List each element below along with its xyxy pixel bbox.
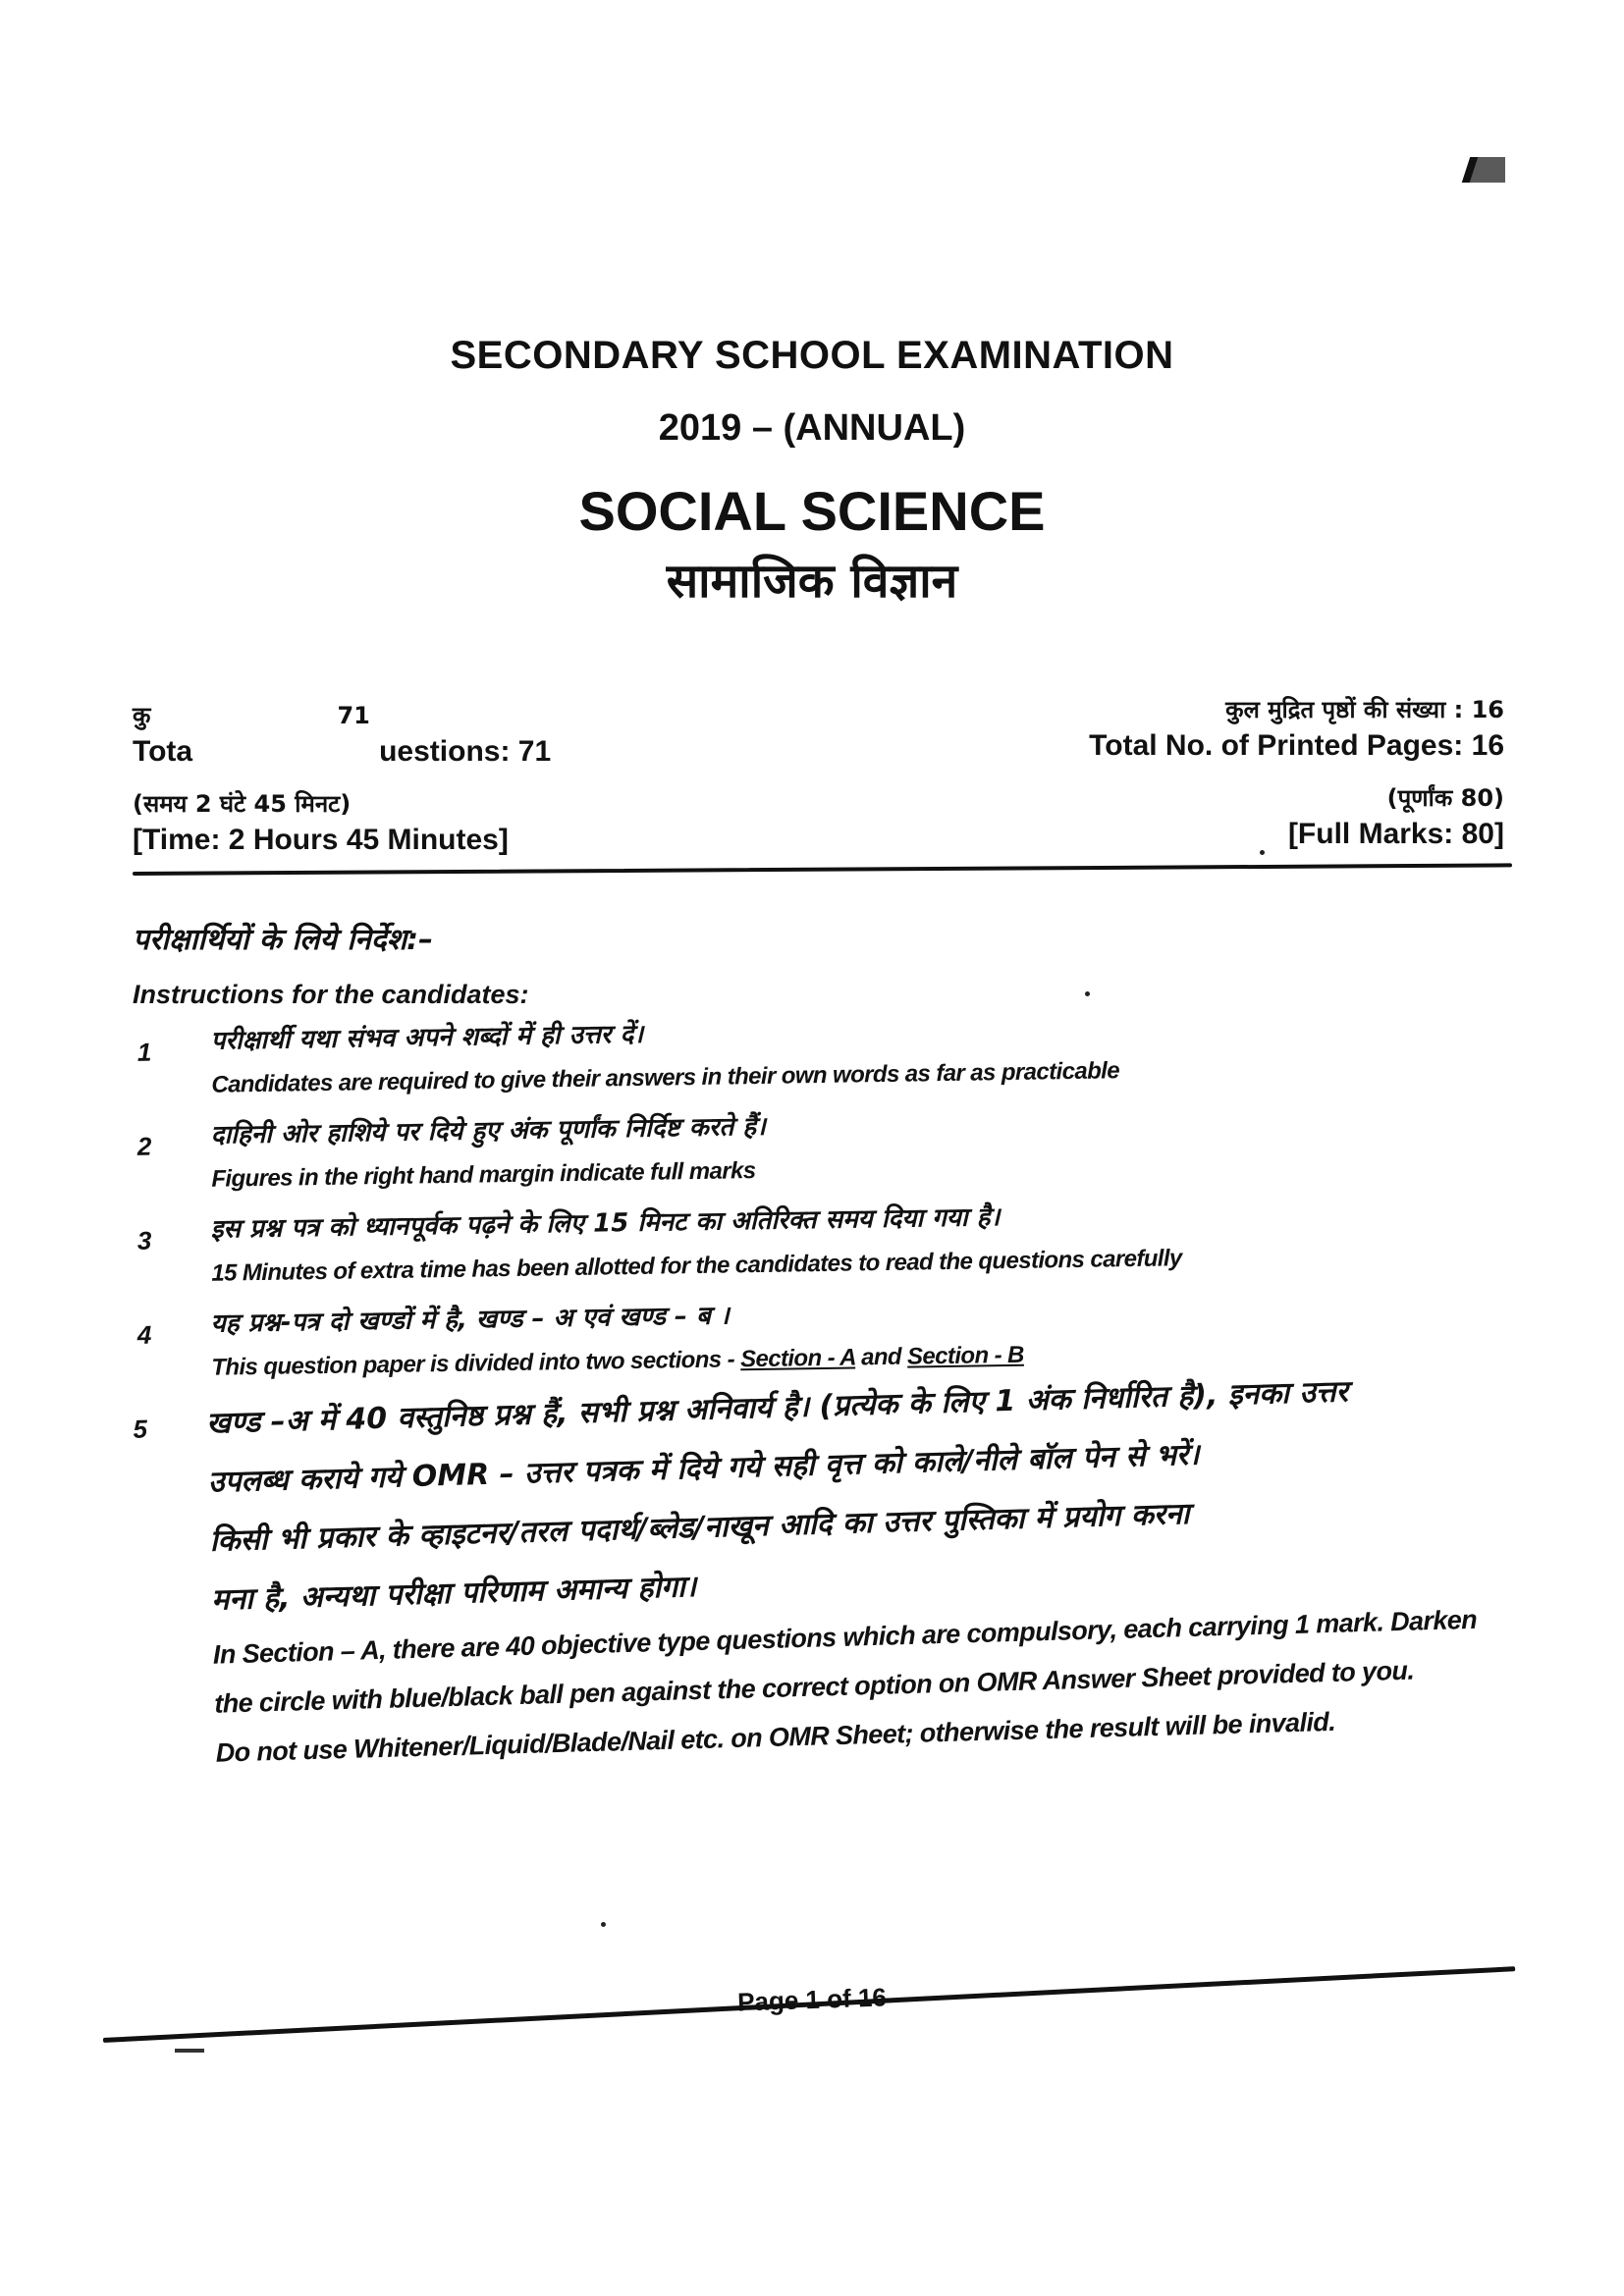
footer-mark [175, 2049, 204, 2053]
exam-year: 2019 – (ANNUAL) [658, 407, 966, 449]
instruction-text-hindi-line: खण्ड –अ में 40 वस्तुनिष्ठ प्रश्न हैं, सभी प्रश्न अनिवार्य है। (प्रत्येक के लिए 1 अंक निर्धारित है), इनका उत्तर [205, 1374, 1349, 1441]
instruction-text-hindi-line: किसी भी प्रकार के व्हाइटनर/तरल पदार्थ/ब्लेड/नाखून आदि का उत्तर पुस्तिका में प्रयोग करना [209, 1496, 1190, 1559]
instruction-text-english-line: Do not use Whitener/Liquid/Blade/Nail etc. on OMR Sheet; otherwise the result will be invalid. [215, 1706, 1336, 1768]
page-number: Page 1 of 16 [736, 1982, 888, 2017]
instructions-section [133, 918, 1527, 1786]
printed-pages-hindi: कुल मुद्रित पृष्ठों की संख्या : 16 [1225, 696, 1504, 723]
time-hindi: (समय 2 घंटे 45 मिनट) [133, 790, 352, 818]
instruction-number: 5 [133, 1414, 148, 1444]
instruction-item-2 [132, 1093, 1527, 1202]
total-questions-hindi-value: 71 [337, 702, 370, 729]
instruction-item-5 [128, 1358, 1532, 1779]
total-questions-hindi [133, 699, 551, 732]
instruction-text-english: Figures in the right hand margin indicate full marks [211, 1157, 756, 1193]
instruction-item-1 [132, 998, 1527, 1108]
scan-speck [1260, 850, 1265, 855]
instruction-text-english-line: the circle with blue/black ball pen against the correct option on OMR Answer Sheet provided to you. [213, 1655, 1415, 1719]
header-divider [133, 863, 1512, 876]
printed-pages-english: Total No. of Printed Pages: 16 [1089, 729, 1504, 762]
instruction-text-hindi-line: उपलब्ध कराये गये OMR – उत्तर पत्रक में दिये गये सही वृत्त को काले/नीले बॉल पेन से भरें। [207, 1437, 1201, 1500]
instruction-text-hindi: परीक्षार्थी यथा संभव अपने शब्दों में ही उत्तर दें। [210, 1019, 644, 1056]
total-questions-hindi-prefix: कु [133, 702, 151, 729]
subject-title-english: SOCIAL SCIENCE [578, 480, 1046, 542]
full-marks-english: [Full Marks: 80] [1287, 818, 1504, 850]
instructions-heading-hindi: परीक्षार्थियों के लिये निर्देश:– [133, 923, 434, 957]
section-a-label: Section - A [739, 1344, 856, 1373]
full-marks-hindi: (पूर्णांक 80) [1386, 784, 1504, 812]
instruction-number: 3 [136, 1225, 152, 1255]
section-b-label: Section - B [906, 1341, 1024, 1370]
scan-corner-mark [1470, 157, 1505, 183]
instruction-text-hindi: यह प्रश्न-पत्र दो खण्डों में है, खण्ड – अ एवं खण्ड – ब । [210, 1301, 730, 1339]
instruction-4-prefix: This question paper is divided into two sections - [211, 1346, 741, 1381]
instruction-text-english: 15 Minutes of extra time has been allotted for the candidates to read the questions carefully [211, 1245, 1182, 1287]
instruction-number: 1 [136, 1037, 152, 1067]
instruction-number: 4 [136, 1319, 152, 1350]
instructions-heading-english: Instructions for the candidates: [133, 980, 529, 1009]
total-questions-english-suffix: uestions: 71 [379, 735, 552, 768]
instruction-number: 2 [136, 1131, 152, 1161]
exam-title: SECONDARY SCHOOL EXAMINATION [450, 334, 1174, 377]
instruction-text-hindi: इस प्रश्न पत्र को ध्यानपूर्वक पढ़ने के लिए 15 मिनट का अतिरिक्त समय दिया गया है। [210, 1202, 1001, 1245]
subject-title-hindi: सामाजिक विज्ञान [666, 554, 958, 609]
instruction-text-english-line: In Section – A, there are 40 objective type questions which are compulsory, each carrying 1 mark. Darken [212, 1604, 1478, 1670]
time-english: [Time: 2 Hours 45 Minutes] [133, 824, 509, 856]
total-questions-english-prefix: Tota [133, 735, 193, 768]
scan-speck [1085, 991, 1090, 996]
instruction-text-hindi: दाहिनी ओर हाशिये पर दिये हुए अंक पूर्णांक निर्दिष्ट करते हैं। [210, 1111, 767, 1150]
instruction-4-and: and [854, 1343, 908, 1371]
instruction-item-3 [132, 1187, 1527, 1297]
meta-right-block [1089, 693, 1504, 854]
scan-speck [601, 1922, 606, 1927]
total-questions-english [133, 732, 551, 772]
instruction-text-english: Candidates are required to give their answers in their own words as far as practicable [211, 1057, 1120, 1098]
instruction-text-hindi-line: मना है, अन्यथा परीक्षा परिणाम अमान्य होगा। [210, 1569, 697, 1618]
meta-left-block [133, 699, 551, 860]
